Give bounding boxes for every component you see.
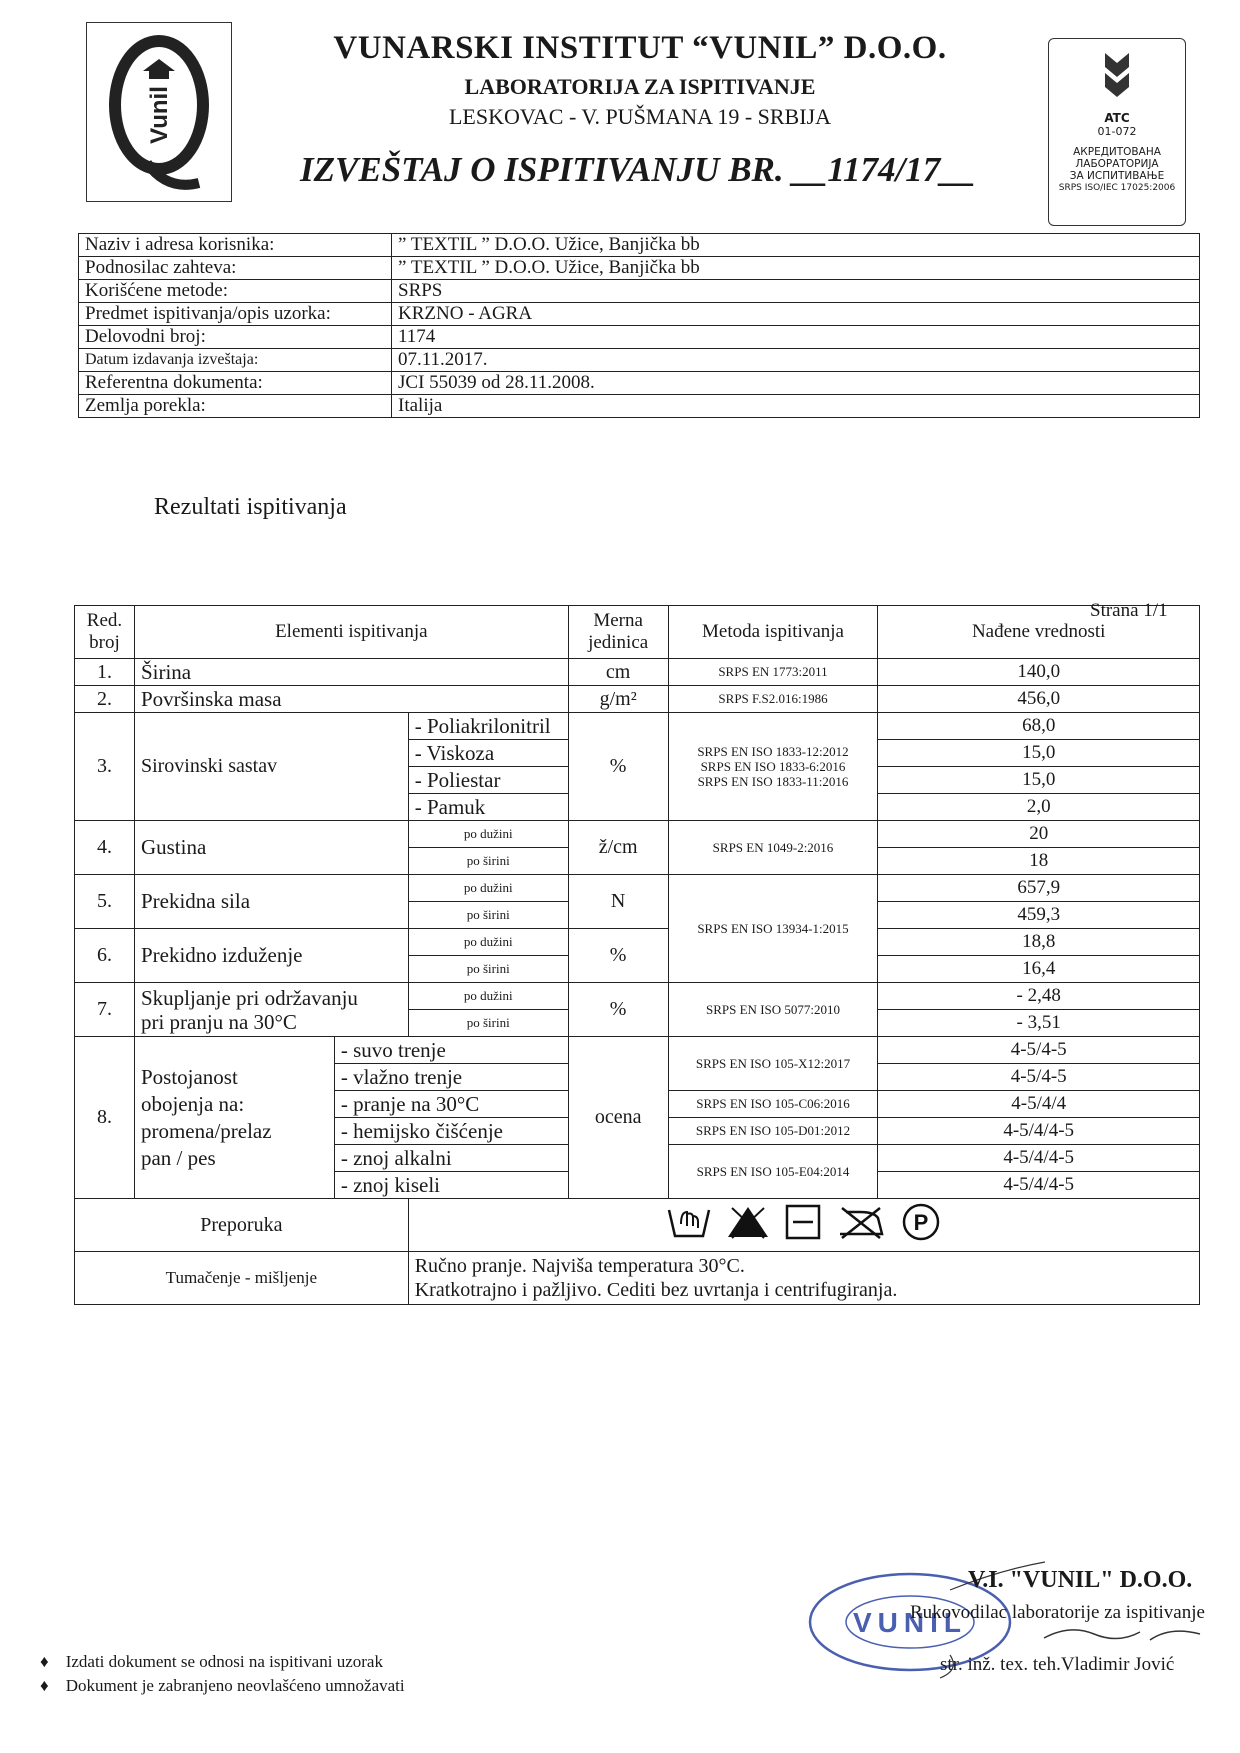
row-name <box>134 1037 334 1199</box>
row-method: SRPS EN ISO 105-C06:2016 <box>668 1091 878 1118</box>
row-sub-item: - Pamuk <box>408 794 568 821</box>
row-name: Prekidna sila <box>134 875 408 929</box>
row-value: 4-5/4/4 <box>878 1091 1200 1118</box>
method-line: SRPS EN ISO 1833-11:2016 <box>697 774 849 789</box>
row-sub-item: - vlažno trenje <box>334 1064 568 1091</box>
row-sub-item: - Poliestar <box>408 767 568 794</box>
row-method: SRPS EN ISO 105-E04:2014 <box>668 1145 878 1199</box>
row-name <box>134 983 408 1037</box>
row-value: - 2,48 <box>878 983 1200 1010</box>
info-value: ” TEXTIL ” D.O.O. Užice, Banjička bb <box>392 257 1200 280</box>
row-sub-item: - suvo trenje <box>334 1037 568 1064</box>
row-value: 68,0 <box>878 713 1200 740</box>
client-info-table <box>78 233 1200 418</box>
row-name-line: pri pranju na 30°C <box>140 1009 297 1034</box>
accreditation-line1: АКРЕДИТОВАНА <box>1073 146 1161 158</box>
no-bleach-icon <box>726 1204 770 1246</box>
header-method: Metoda ispitivanja <box>668 606 878 659</box>
method-line: SRPS EN ISO 1833-12:2012 <box>697 744 849 759</box>
row-value: 4-5/4-5 <box>878 1037 1200 1064</box>
row-direction: po dužini <box>408 821 568 848</box>
signature-company: V.I. "VUNIL" D.O.O. <box>968 1567 1193 1593</box>
row-unit: % <box>568 713 668 821</box>
opinion-text <box>408 1252 1199 1305</box>
row-sub-item: - Viskoza <box>408 740 568 767</box>
row-name-line: Postojanost <box>140 1064 238 1089</box>
row-direction: po dužini <box>408 875 568 902</box>
info-label: Korišćene metode: <box>79 280 392 303</box>
row-value: 4-5/4-5 <box>878 1064 1200 1091</box>
accreditation-code: ATC <box>1104 111 1130 125</box>
row-direction: po širini <box>408 956 568 983</box>
method-line: SRPS EN ISO 1833-6:2016 <box>700 759 846 774</box>
info-value: 07.11.2017. <box>392 349 1200 372</box>
row-value: 4-5/4/4-5 <box>878 1145 1200 1172</box>
report-title-text: IZVEŠTAJ O ISPITIVANJU BR. <box>300 150 784 189</box>
row-unit: % <box>568 929 668 983</box>
header-unit: Merna jedinica <box>568 606 668 659</box>
info-value: JCI 55039 od 28.11.2008. <box>392 372 1200 395</box>
accreditation-standard: SRPS ISO/IEC 17025:2006 <box>1058 183 1176 193</box>
info-row <box>79 326 1200 349</box>
handwritten-signature <box>1040 1620 1220 1650</box>
row-value: 15,0 <box>878 767 1200 794</box>
footer-note-text: Izdati dokument se odnosi na ispitivani uzorak <box>65 1652 383 1671</box>
row-number: 7. <box>75 983 135 1037</box>
row-unit: N <box>568 875 668 929</box>
stamp-text: VUNIL <box>853 1607 967 1638</box>
signature-name: str. inž. tex. teh.Vladimir Jović <box>940 1654 1175 1675</box>
opinion-line: Kratkotrajno i pažljivo. Cediti bez uvrtanja i centrifugiranja. <box>414 1279 898 1301</box>
row-name-line: pan / pes <box>140 1145 216 1170</box>
hand-wash-30-icon <box>667 1204 711 1246</box>
accreditation-number: 01-072 <box>1097 125 1137 138</box>
row-value: 657,9 <box>878 875 1200 902</box>
row-unit: ž/cm <box>568 821 668 875</box>
info-label: Delovodni broj: <box>79 326 392 349</box>
row-sub-item: - znoj alkalni <box>334 1145 568 1172</box>
row-name: Prekidno izduženje <box>134 929 408 983</box>
signature-role: Rukovodilac laboratorije za ispitivanje <box>910 1602 1205 1623</box>
info-label: Referentna dokumenta: <box>79 372 392 395</box>
info-value: KRZNO - AGRA <box>392 303 1200 326</box>
row-number: 2. <box>75 686 135 713</box>
footer-note-text: Dokument je zabranjeno neovlašćeno umnožavati <box>65 1676 405 1695</box>
results-header-row <box>75 606 1200 659</box>
report-title <box>300 150 975 190</box>
opinion-line: Ručno pranje. Najviša temperatura 30°C. <box>414 1255 745 1277</box>
table-row <box>75 1037 1200 1064</box>
accreditation-line2: ЛАБОРАТОРИЈА <box>1075 158 1159 170</box>
row-direction: po širini <box>408 848 568 875</box>
info-row <box>79 257 1200 280</box>
row-value: 20 <box>878 821 1200 848</box>
accreditation-badge <box>1048 38 1186 226</box>
info-row <box>79 372 1200 395</box>
table-row <box>75 821 1200 848</box>
row-direction: po širini <box>408 1010 568 1037</box>
row-unit: % <box>568 983 668 1037</box>
institute-logo <box>86 22 232 202</box>
laboratory-name: LABORATORIJA ZA ISPITIVANJE <box>464 74 816 99</box>
row-method: SRPS EN 1049-2:2016 <box>668 821 878 875</box>
laboratory-address: LESKOVAC - V. PUŠMANA 19 - SRBIJA <box>448 104 832 129</box>
table-row <box>75 875 1200 902</box>
flat-dry-icon <box>785 1204 821 1246</box>
row-method: SRPS EN ISO 5077:2010 <box>668 983 878 1037</box>
header-elements: Elementi ispitivanja <box>134 606 568 659</box>
row-method <box>668 713 878 821</box>
care-symbols <box>408 1199 1199 1252</box>
header-value: Nađene vrednosti <box>878 606 1200 659</box>
opinion-label: Tumačenje - mišljenje <box>75 1252 409 1305</box>
footer-note <box>40 1652 383 1672</box>
row-name: Širina <box>134 659 568 686</box>
row-name: Sirovinski sastav <box>134 713 408 821</box>
row-method: SRPS EN ISO 13934-1:2015 <box>668 875 878 983</box>
info-value: Italija <box>392 395 1200 418</box>
row-method: SRPS EN ISO 105-D01:2012 <box>668 1118 878 1145</box>
row-name-line: Skupljanje pri održavanju <box>140 985 358 1010</box>
info-row <box>79 303 1200 326</box>
row-number: 4. <box>75 821 135 875</box>
row-value: 4-5/4/4-5 <box>878 1172 1200 1199</box>
row-direction: po širini <box>408 902 568 929</box>
row-sub-item: - pranje na 30°C <box>334 1091 568 1118</box>
row-name-line: obojenja na: <box>140 1091 245 1116</box>
row-unit: g/m² <box>568 686 668 713</box>
info-row <box>79 280 1200 303</box>
row-value: 459,3 <box>878 902 1200 929</box>
row-number: 6. <box>75 929 135 983</box>
row-number: 3. <box>75 713 135 821</box>
row-value: 4-5/4/4-5 <box>878 1118 1200 1145</box>
row-sub-item: - Poliakrilonitril <box>408 713 568 740</box>
row-name-line: promena/prelaz <box>140 1118 272 1143</box>
dry-clean-p-icon <box>901 1202 941 1248</box>
no-iron-icon <box>836 1204 886 1246</box>
info-label: Zemlja porekla: <box>79 395 392 418</box>
bullet-icon: ♦ <box>40 1676 49 1695</box>
info-value: 1174 <box>392 326 1200 349</box>
info-label: Datum izdavanja izveštaja: <box>79 349 392 372</box>
table-row <box>75 659 1200 686</box>
table-row <box>75 983 1200 1010</box>
recommendation-label: Preporuka <box>75 1199 409 1252</box>
info-row <box>79 349 1200 372</box>
row-value: 140,0 <box>878 659 1200 686</box>
logo-text: Vunil <box>146 86 173 144</box>
table-row <box>75 713 1200 740</box>
row-value: 456,0 <box>878 686 1200 713</box>
row-number: 5. <box>75 875 135 929</box>
info-row <box>79 234 1200 257</box>
row-value: 18 <box>878 848 1200 875</box>
bullet-icon: ♦ <box>40 1652 49 1671</box>
info-label: Naziv i adresa korisnika: <box>79 234 392 257</box>
results-title: Rezultati ispitivanja <box>154 494 347 520</box>
page-number: Strana 1/1 <box>1090 600 1168 621</box>
row-direction: po dužini <box>408 983 568 1010</box>
accreditation-mark-icon <box>1097 49 1137 105</box>
row-name: Površinska masa <box>134 686 568 713</box>
row-sub-item: - hemijsko čišćenje <box>334 1118 568 1145</box>
report-number: __1174/17__ <box>792 150 976 189</box>
row-direction: po dužini <box>408 929 568 956</box>
opinion-row <box>75 1252 1200 1305</box>
row-method: SRPS F.S2.016:1986 <box>668 686 878 713</box>
info-label: Podnosilac zahteva: <box>79 257 392 280</box>
info-row <box>79 395 1200 418</box>
row-value: - 3,51 <box>878 1010 1200 1037</box>
footer-note <box>40 1676 405 1696</box>
info-value: ” TEXTIL ” D.O.O. Užice, Banjička bb <box>392 234 1200 257</box>
row-number: 8. <box>75 1037 135 1199</box>
table-row <box>75 686 1200 713</box>
results-table <box>74 605 1200 1305</box>
info-value: SRPS <box>392 280 1200 303</box>
table-row <box>75 929 1200 956</box>
row-value: 16,4 <box>878 956 1200 983</box>
accreditation-line3: ЗА ИСПИТИВАЊЕ <box>1069 170 1165 182</box>
row-unit: ocena <box>568 1037 668 1199</box>
row-value: 18,8 <box>878 929 1200 956</box>
recommendation-row <box>75 1199 1200 1252</box>
row-sub-item: - znoj kiseli <box>334 1172 568 1199</box>
row-method: SRPS EN 1773:2011 <box>668 659 878 686</box>
svg-text:P: P <box>913 1210 929 1235</box>
row-method: SRPS EN ISO 105-X12:2017 <box>668 1037 878 1091</box>
institute-name: VUNARSKI INSTITUT “VUNIL” D.O.O. <box>333 30 947 66</box>
row-value: 2,0 <box>878 794 1200 821</box>
row-unit: cm <box>568 659 668 686</box>
info-label: Predmet ispitivanja/opis uzorka: <box>79 303 392 326</box>
row-number: 1. <box>75 659 135 686</box>
row-value: 15,0 <box>878 740 1200 767</box>
row-name: Gustina <box>134 821 408 875</box>
header-no: Red. broj <box>75 606 135 659</box>
